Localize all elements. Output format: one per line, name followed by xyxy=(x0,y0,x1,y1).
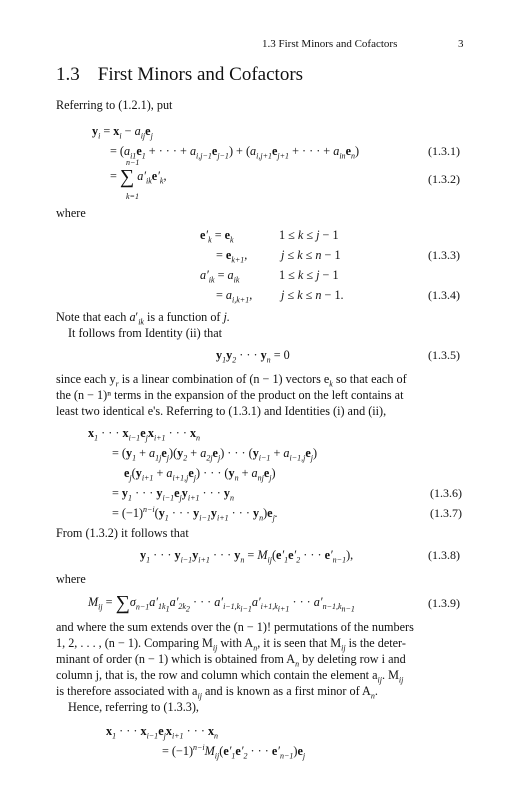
running-title: 1.3 First Minors and Cofactors xyxy=(262,38,398,50)
word-where-1: where xyxy=(56,206,86,220)
equation-final-product: $x_1$ · · · $x_{i-1}e_jx_{i+1}$ · · · $x_n$ xyxy=(106,724,219,741)
paragraph-hence: Hence, referring to (1.3.3), xyxy=(68,700,199,714)
equation-number-1-3-9: (1.3.9) xyxy=(428,596,460,610)
paragraph-note: Note that each $a'_{ik}$ is a function of j. xyxy=(56,310,230,327)
equation-number-1-3-7: (1.3.7) xyxy=(430,506,462,520)
condition-2: j ≤ k ≤ n − 1 xyxy=(281,248,341,262)
paragraph-and-line-3: minant of order (n − 1) which is obtained from $A_n$ by deleting row i and xyxy=(56,652,406,669)
equation-1-3-9: $M_{ij} = \sum\sigma_{n-1}a'_{1k_1}a'_{2k_2}$ · · · $a'_{i-1,k_{i-1}}a'_{i+1,k_{i+1}}$ · · · $a'_{n-1,k_{n-1}}$ xyxy=(88,592,355,615)
section-number: 1.3 xyxy=(56,64,80,85)
equation-1-3-2: = ∑ $a'_{ik}e'_k$, xyxy=(110,166,167,188)
paragraph-and-line-5: is therefore associated with $a_{ij}$ and is known as a first minor of $A_n$. xyxy=(56,684,378,701)
equation-aprime-2: = $a_{i,k+1}$, xyxy=(216,288,253,305)
equation-number-1-3-3: (1.3.3) xyxy=(428,248,460,262)
sum-upper-limit: n−1 xyxy=(126,158,140,167)
equation-y-definition: $y_i = x_i - a_{ij}e_j$ xyxy=(92,124,153,141)
paragraph-referring: Referring to (1.2.1), put xyxy=(56,98,173,112)
equation-1-3-5: $y_1y_2$ · · · $y_n = 0$ xyxy=(216,348,290,365)
word-where-2: where xyxy=(56,572,86,586)
equation-1-3-8: $y_1$ · · · $y_{i-1}y_{i+1}$ · · · $y_n = M_{ij}(e'_1e'_2$ · · · $e'_{n-1}$), xyxy=(140,548,354,565)
equation-eprime-1: $e'_k = e_k$ xyxy=(200,228,234,245)
equation-number-1-3-2: (1.3.2) xyxy=(428,172,460,186)
equation-1-3-1: = ($a_{i1}e_1$ + · · · + $a_{i,j-1}e_{j-1}) + (a_{i,j+1}e_{j+1}$ + · · · + $a_{in}e_n$) xyxy=(110,144,360,161)
section-title: First Minors and Cofactors xyxy=(97,64,304,85)
section-heading xyxy=(56,64,303,86)
condition-1: 1 ≤ k ≤ j − 1 xyxy=(279,228,339,242)
equation-number-1-3-1: (1.3.1) xyxy=(428,144,460,158)
equation-number-1-3-4: (1.3.4) xyxy=(428,288,460,302)
equation-number-1-3-5: (1.3.5) xyxy=(428,348,460,362)
sum-lower-limit: k=1 xyxy=(126,192,139,201)
paragraph-follows: It follows from Identity (ii) that xyxy=(68,326,223,340)
equation-final-result: = $(-1)^{n-i}M_{ij}(e'_1e'_2$ · · · $e'_{n-1})e_j$ xyxy=(162,742,306,761)
equation-expansion-line-1: = $(y_1 + a_{1j}e_j)(y_2 + a_{2j}e_j)$ · · · $(y_{i-1} + a_{i-1,j}e_j)$ xyxy=(112,446,318,463)
paragraph-and-line-4: column j, that is, the row and column which contain the element $a_{ij}$. $M_{ij}$ xyxy=(56,668,404,685)
equation-1-3-7: = $(-1)^{n-i}(y_1$ · · · $y_{i-1}y_{i+1}$ · · · $y_n)e_j$. xyxy=(112,504,278,523)
paragraph-since-line-3: least two identical e's. Referring to (1.3.1) and Identities (i) and (ii), xyxy=(56,404,387,418)
equation-eprime-2: = $e_{k+1}$, xyxy=(216,248,248,265)
equation-1-3-6: = $y_1$ · · · $y_{i-1}e_jy_{i+1}$ · · · $y_n$ xyxy=(112,486,234,503)
equation-product-x: $x_1$ · · · $x_{i-1}e_jx_{i+1}$ · · · $x_n$ xyxy=(88,426,201,443)
condition-4: j ≤ k ≤ n − 1. xyxy=(281,288,344,302)
paragraph-and-line-1: and where the sum extends over the (n − 1)! permutations of the numbers xyxy=(56,620,414,634)
paragraph-from-1-3-2: From (1.3.2) it follows that xyxy=(56,526,189,540)
equation-number-1-3-6: (1.3.6) xyxy=(430,486,462,500)
paragraph-and-line-2: 1, 2, . . . , (n − 1). Comparing $M_{ij}$ with $A_n$, it is seen that $M_{ij}$ is the deter- xyxy=(56,636,406,653)
equation-number-1-3-8: (1.3.8) xyxy=(428,548,460,562)
paragraph-since-line-2: the (n − 1)ⁿ terms in the expansion of the product on the left contains at xyxy=(56,388,404,402)
page-number: 3 xyxy=(458,38,464,50)
equation-expansion-line-2: $e_j(y_{i+1} + a_{i+1,j}e_j)$ · · · $(y_n + a_{nj}e_j)$ xyxy=(124,466,276,483)
paragraph-since-line-1: since each $y_r$ is a linear combination of (n − 1) vectors $e_k$ so that each of xyxy=(56,372,407,389)
equation-aprime-1: $a'_{ik} = a_{ik}$ xyxy=(200,268,240,285)
condition-3: 1 ≤ k ≤ j − 1 xyxy=(279,268,339,282)
